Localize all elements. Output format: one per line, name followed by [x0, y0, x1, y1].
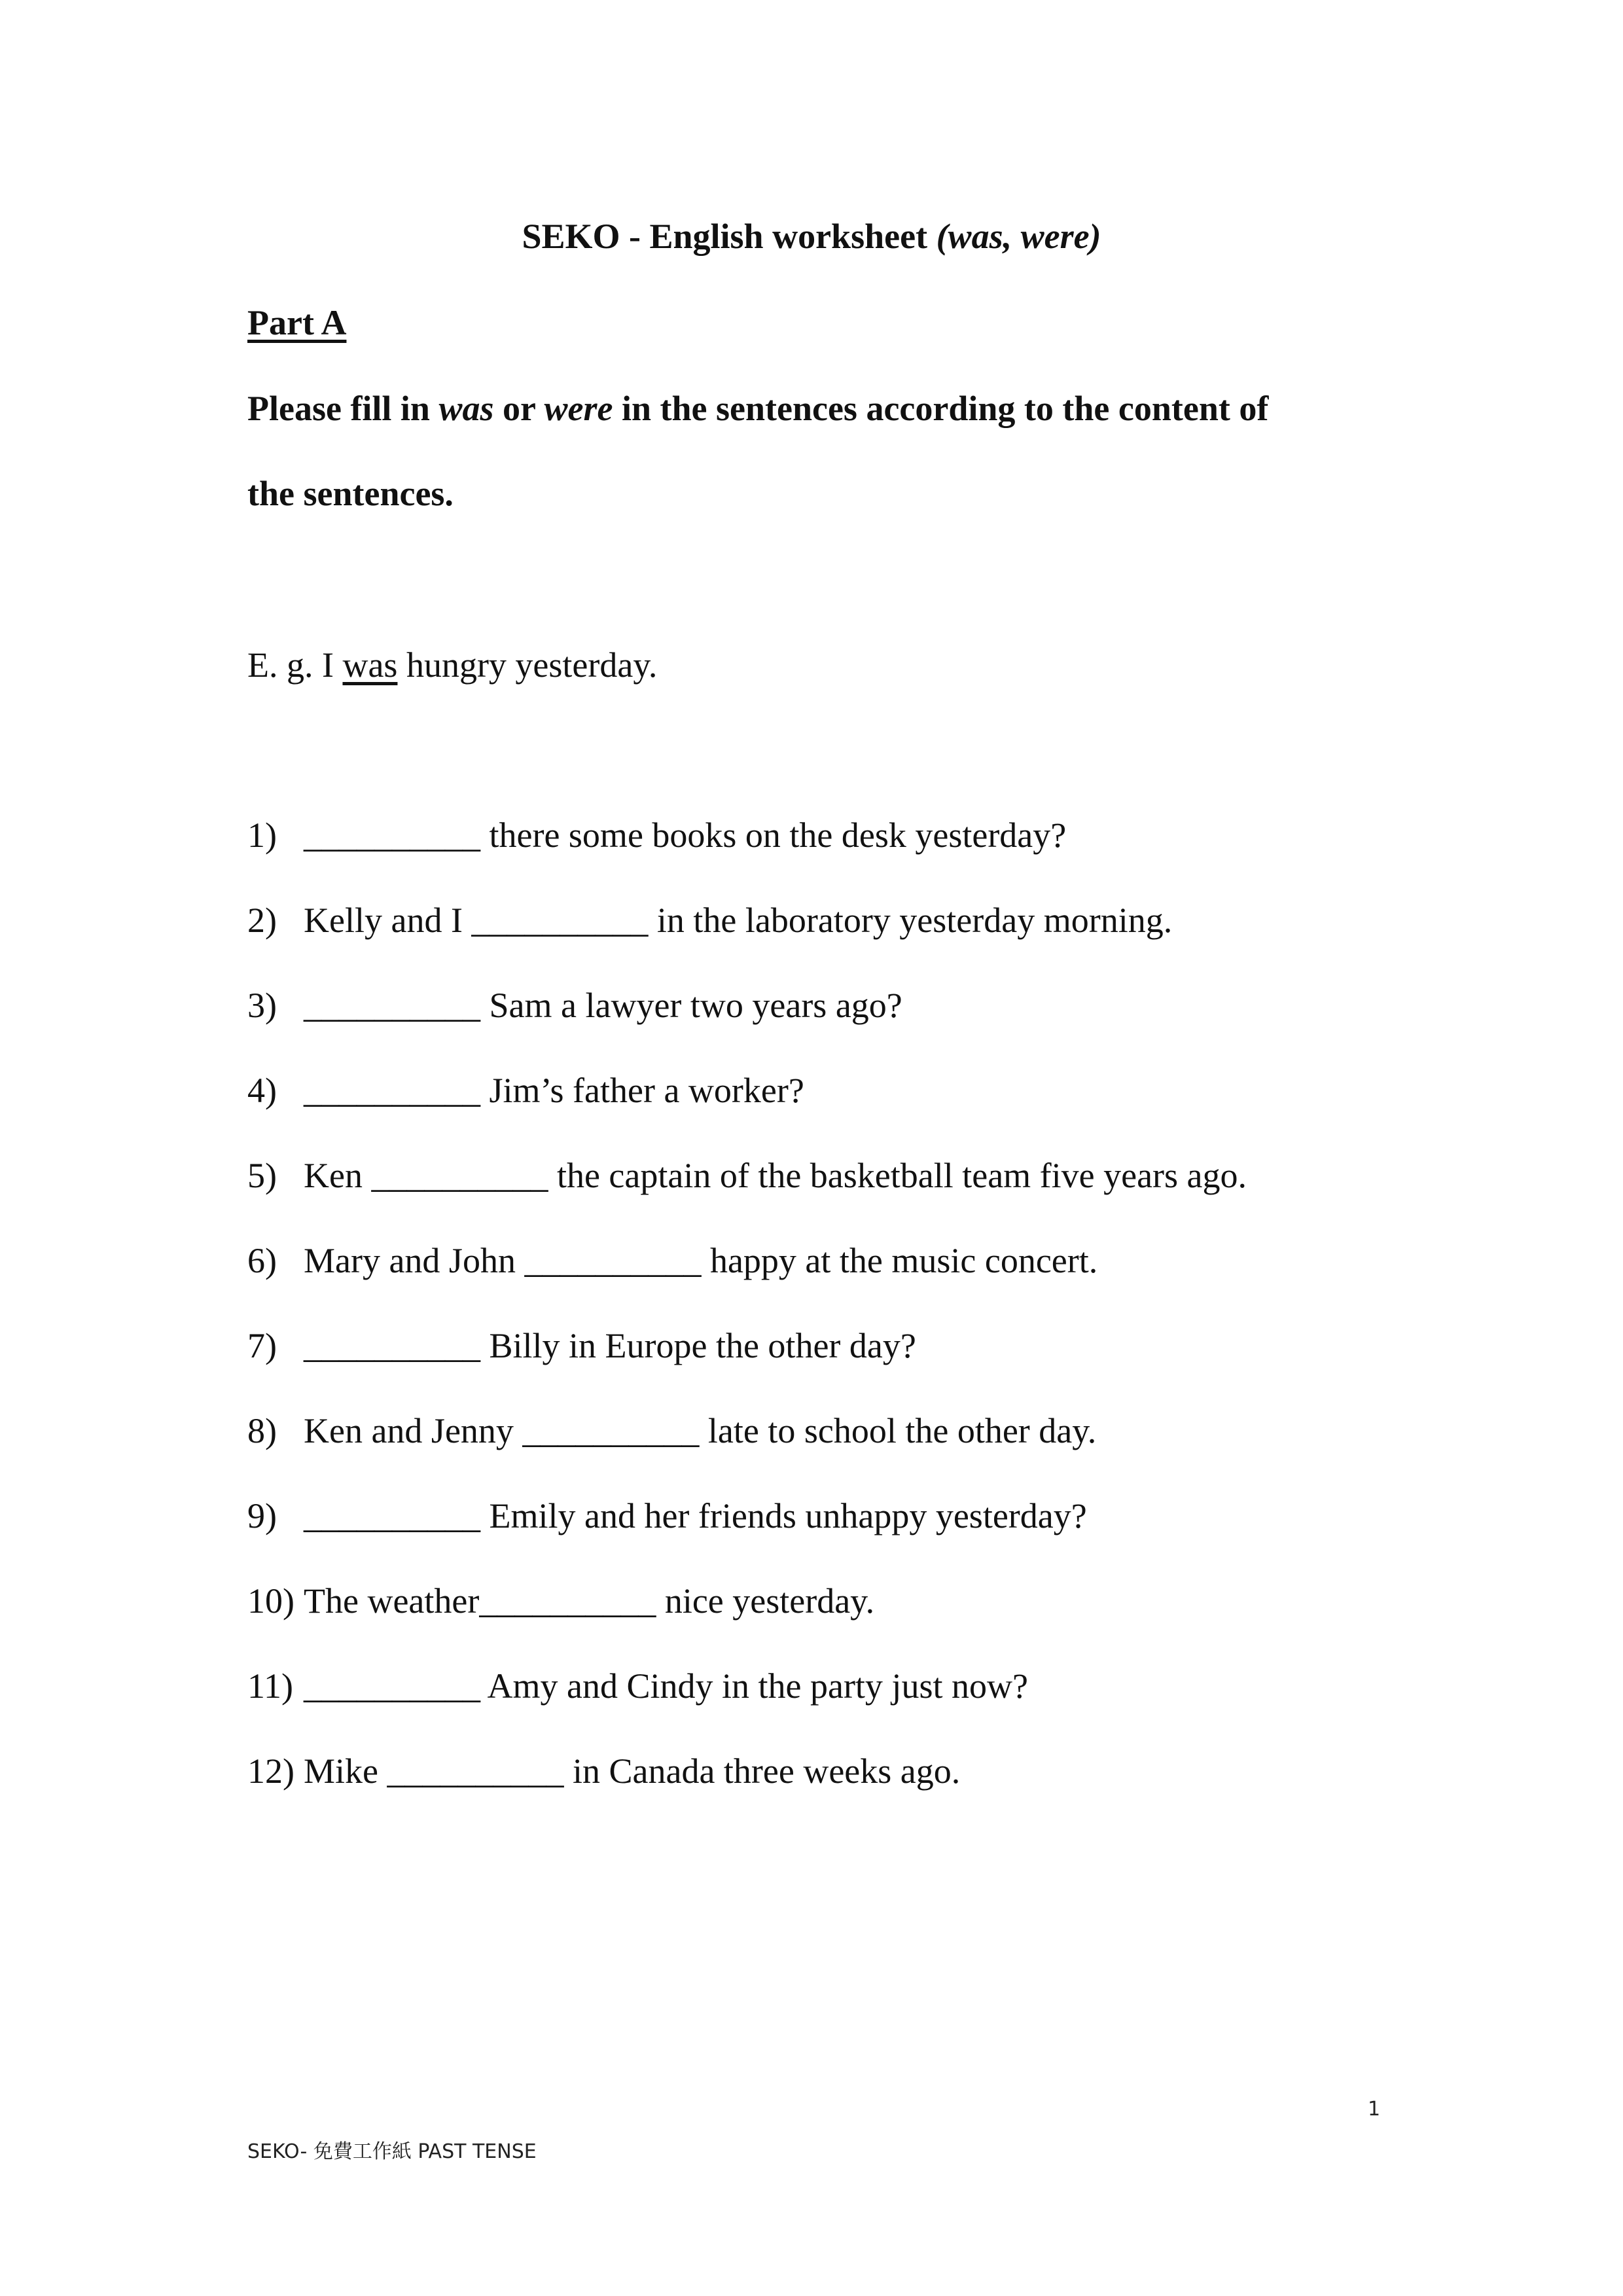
question-number: 6): [247, 1241, 277, 1280]
question-number: 1): [247, 816, 277, 855]
instruction-line-2: the sentences.: [247, 474, 454, 513]
title-italic: (was, were): [936, 217, 1101, 256]
instruction-text-1: Please fill in: [247, 389, 439, 428]
example-sentence: [247, 645, 657, 685]
part-a-heading: Part A: [247, 303, 347, 342]
question-number: 8): [247, 1411, 277, 1450]
question-item: [247, 985, 902, 1026]
question-item: [247, 900, 1172, 941]
question-text: Ken __________ the captain of the basketball team five years ago.: [304, 1156, 1247, 1195]
question-item: [247, 1155, 1247, 1196]
question-item: [247, 1666, 1028, 1706]
page-number: 1: [1368, 2098, 1381, 2121]
question-item: [247, 1496, 1087, 1536]
question-item: [247, 1240, 1097, 1281]
question-item: [247, 1751, 960, 1791]
question-item: [247, 815, 1066, 855]
question-number: 9): [247, 1496, 277, 1535]
question-number: 10): [247, 1581, 294, 1621]
question-number: 5): [247, 1156, 277, 1195]
footer-text: SEKO- 免費工作紙 PAST TENSE: [247, 2140, 537, 2163]
question-item: [247, 1410, 1096, 1451]
question-text: Mike __________ in Canada three weeks ago.: [304, 1751, 961, 1791]
question-text: __________ Jim’s father a worker?: [304, 1071, 804, 1110]
question-item: [247, 1581, 874, 1621]
question-number: 4): [247, 1071, 277, 1110]
instruction-text-2: or: [493, 389, 544, 428]
question-number: 12): [247, 1751, 294, 1791]
question-text: __________ Amy and Cindy in the party just now?: [304, 1666, 1028, 1706]
question-text: The weather__________ nice yesterday.: [304, 1581, 875, 1621]
question-text: __________ Billy in Europe the other day?: [304, 1326, 916, 1365]
instruction-keyword-was: was: [438, 389, 494, 428]
instruction-text-3: in the sentences according to the content of: [613, 389, 1269, 428]
question-number: 7): [247, 1326, 277, 1365]
question-item: [247, 1070, 804, 1111]
question-text: __________ Sam a lawyer two years ago?: [304, 986, 902, 1025]
question-text: Mary and John __________ happy at the music concert.: [304, 1241, 1098, 1280]
instruction-line-1: [247, 388, 1393, 429]
title-main: SEKO - English worksheet: [522, 217, 928, 256]
question-text: Ken and Jenny __________ late to school the other day.: [304, 1411, 1097, 1450]
question-number: 2): [247, 901, 277, 940]
question-item: [247, 1325, 916, 1366]
question-text: __________ there some books on the desk yesterday?: [304, 816, 1067, 855]
example-answer: was: [342, 645, 398, 685]
question-text: Kelly and I __________ in the laboratory yesterday morning.: [304, 901, 1173, 940]
worksheet-title: [0, 216, 1623, 257]
question-number: 11): [247, 1666, 293, 1706]
example-prefix: E. g. I: [247, 645, 343, 685]
question-number: 3): [247, 986, 277, 1025]
question-text: __________ Emily and her friends unhappy yesterday?: [304, 1496, 1087, 1535]
example-suffix: hungry yesterday.: [397, 645, 658, 685]
instruction-keyword-were: were: [544, 389, 613, 428]
